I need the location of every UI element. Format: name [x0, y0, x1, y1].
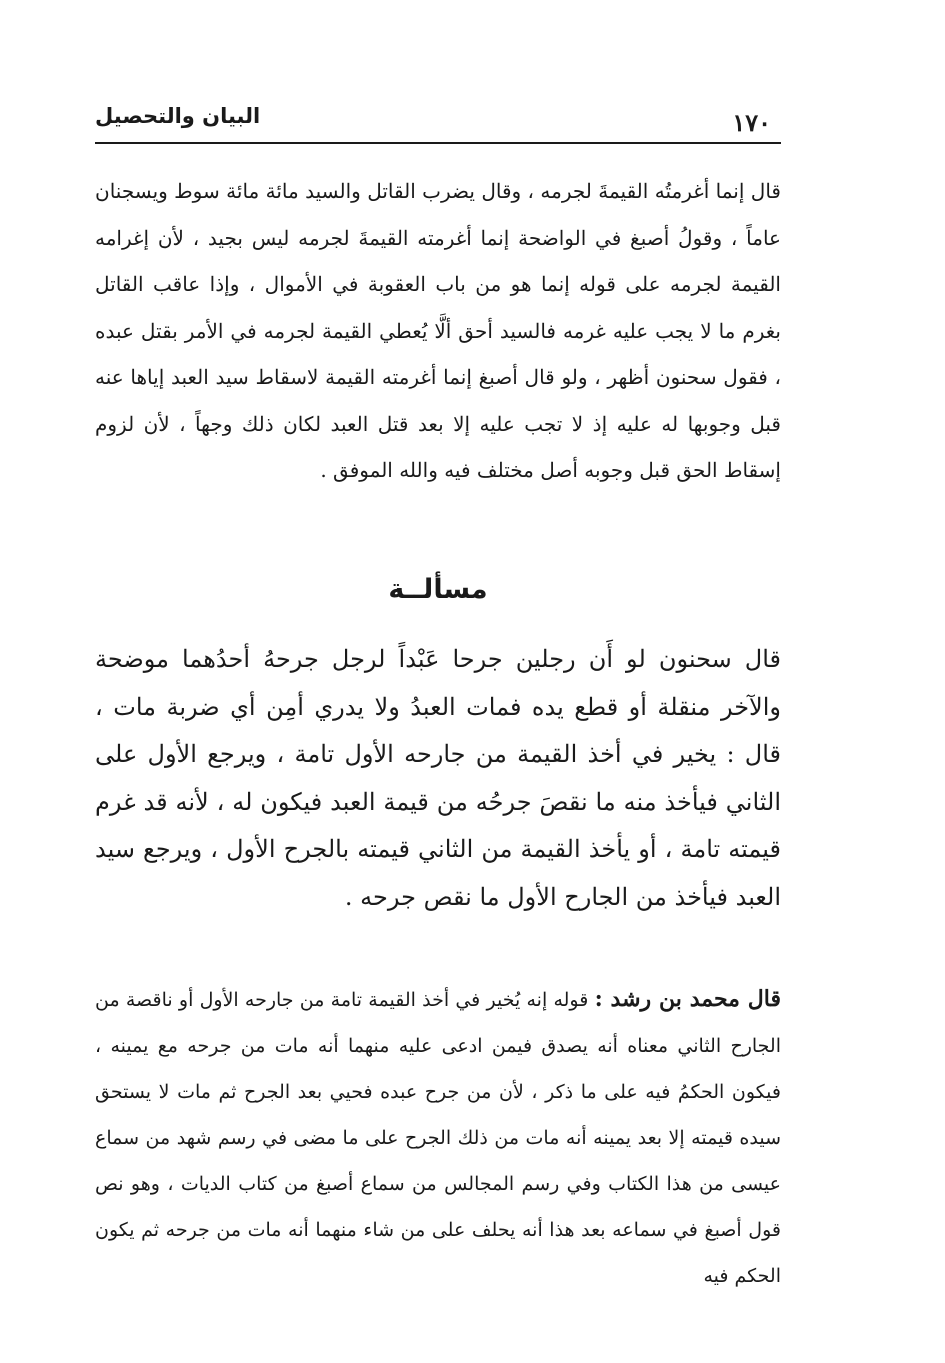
- page-number: ١٧٠: [732, 108, 771, 137]
- answer-text: قوله إنه يُخير في أخذ القيمة تامة من جارحه الأول أو ناقصة من الجارح الثاني معناه أنه يصدق فيمن ادعى عليه منهما أنه مات من جرحه مع يمينه ، فيكون الحكمُ فيه على ما ذكر ، لأن من جرح عبده فحيي بعد الجرح ثم مات لا يستحق سيده قيمته إلا بعد يمينه أنه مات من ذلك الجرح على ما مضى في رسم شهد من سماع عيسى من هذا الكتاب وفي رسم المجالس من سماع أصبغ من كتاب الديات ، وهو نص قول أصبغ في سماعه بعد هذا أنه يحلف على من شاء منهما أنه مات من جرحه ثم يكون الحكم فيه: [95, 989, 781, 1287]
- running-title: البيان والتحصيل: [95, 104, 261, 128]
- page-header: [95, 96, 781, 144]
- answer-speaker: قال محمد بن رشد :: [594, 986, 781, 1012]
- section-title: مسألــة: [388, 574, 488, 605]
- body-paragraph-1: قال إنما أغرمتُه القيمةَ لجرمه ، وقال يضرب القاتل والسيد مائة مائة سوط ويسجنان عاماً ، وقولُ أصبغ في الواضحة إنما أغرمته القيمةَ لجرمه ليس بجيد ، لأن إغرامه القيمة لجرمه على قوله إنما هو من باب العقوبة في الأموال ، وإذا عاقب القاتل بغرم ما لا يجب عليه غرمه فالسيد أحق ألَّا يُعطي القيمة لجرمه في الأمر بقتل عبده ، فقول سحنون أظهر ، ولو قال أصبغ إنما أغرمته القيمة لاسقاط سيد العبد إياها عنه قبل وجوبها له عليه إذ لا تجب عليه إلا بعد قتل العبد لكان ذلك وجهاً ، لأن لزوم إسقاط الحق قبل وجوبه أصل مختلف فيه والله الموفق .: [95, 179, 781, 482]
- answer-paragraph: [95, 976, 781, 1299]
- header-rule: [95, 142, 781, 144]
- question-paragraph: قال سحنون لو أَن رجلين جرحا عَبْداً لرجل جرحهُ أحدُهما موضحة والآخر منقلة أو قطع يده فمات العبدُ ولا يدري أمِن أي ضربة مات ، قال : يخير في أخذ القيمة من جارحه الأول تامة ، ويرجع الأول على الثاني فيأخذ منه ما نقصَ جرحُه من قيمة العبد فيكون له ، لأنه قد غرم قيمته تامة ، أو يأخذ القيمة من الثاني قيمته بالجرح الأول ، ويرجع سيد العبد فيأخذ من الجارح الأول ما نقص جرحه .: [95, 645, 781, 911]
